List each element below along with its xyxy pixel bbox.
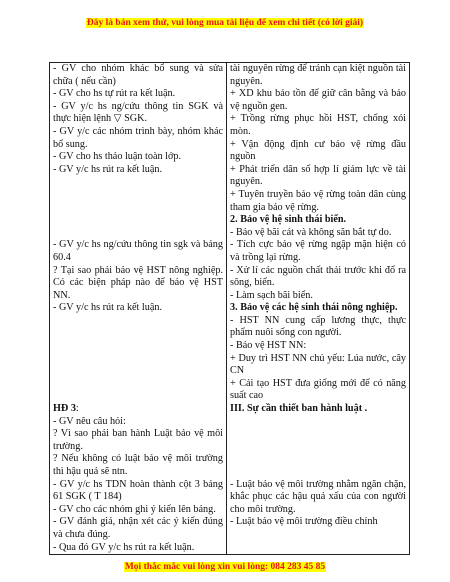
list-item: - GV y/c hs rút ra kết luận.	[53, 302, 163, 314]
list-item: + Duy trì HST NN chủ yếu: Lúa nước, cây CN	[230, 352, 406, 377]
list-item: - Luật bảo vệ môi trường nhằm ngăn chặn, khắc phục các hậu quả xấu của con người cho môi trường.	[230, 478, 406, 515]
list-item: + Vận động định cư bảo vệ rừng đầu nguồn	[230, 138, 406, 163]
list-item: + Cải tạo HST đưa giống mới để có năng suất cao	[230, 377, 406, 402]
list-item: + Phát triển dân số hợp lí giảm lực về tài nguyên.	[230, 163, 406, 188]
activity-3-heading: HĐ 3:	[53, 403, 79, 415]
list-item: - Xử lí các nguồn chất thải trước khi đổ ra sông, biển.	[230, 264, 406, 289]
list-item: - Qua đó GV y/c hs rút ra kết luận.	[53, 541, 195, 553]
section-heading: 3. Bảo vệ các hệ sinh thái nông nghiệp.	[230, 302, 398, 314]
list-item: ? Nếu không có luật bảo vệ môi trường thì hậu quả sẽ ntn.	[53, 453, 223, 477]
list-item: + XD khu bảo tồn để giữ cân bằng và bảo vệ nguồn gen.	[230, 88, 406, 112]
list-item: - Luật bảo vệ môi trường điều chỉnh	[230, 516, 378, 528]
section-heading: 2. Bảo vệ hệ sinh thái biển.	[230, 214, 347, 226]
section-heading: III. Sự cần thiết ban hành luật .	[230, 403, 368, 415]
list-item: - GV cho nhóm khác bổ sung và sửa chữa ( nếu cần)	[53, 63, 223, 87]
list-item: - Làm sạch bãi biển.	[230, 289, 313, 301]
list-item: - GV cho hs tự rút ra kết luận.	[53, 88, 176, 100]
list-item: - GV nêu câu hỏi:	[53, 415, 126, 427]
lesson-table	[49, 62, 410, 555]
list-item: - Tích cực bảo vệ rừng ngập mặn hiện có và trồng lại rừng.	[230, 239, 406, 263]
list-item: - GV y/c hs rút ra kết luận.	[53, 163, 163, 175]
contact-notice-banner: Mọi thắc mắc vui lòng xin vui lòng: 084 283 45 85	[124, 562, 326, 572]
content-column	[227, 63, 410, 555]
list-item: tài nguyên rừng để tránh cạn kiệt nguồn tài nguyên.	[230, 63, 406, 87]
list-item: - GV y/c các nhóm trình bày, nhóm khác bổ sung.	[53, 125, 223, 150]
list-item: ? Vì sao phải ban hành Luật bảo vệ môi trường.	[53, 428, 223, 452]
list-item: + Tuyên truyền bảo vệ rừng toàn dân cùng tham gia bảo vệ rừng.	[230, 188, 406, 213]
list-item: + Trồng rừng phục hồi HST, chống xói mòn.	[230, 113, 406, 137]
list-item: - GV cho các nhóm ghi ý kiến lên bảng.	[53, 503, 216, 515]
list-item: - GV y/c hs TDN hoàn thành cột 3 bảng 61 SGK ( T 184)	[53, 478, 223, 503]
teacher-activities-column	[50, 63, 227, 555]
preview-notice-banner: Đây là bản xem thử, vui lòng mua tài liệu để xem chi tiết (có lời giải)	[86, 18, 364, 28]
list-item: - GV đánh giá, nhận xét các ý kiến đúng và chưa đúng.	[53, 516, 223, 540]
list-item: ? Tại sao phải bảo vệ HST nông nghiệp. Có các biện pháp nào để bảo vệ HST NN.	[53, 264, 223, 301]
list-item: - GV y/c hs ng/cứu thông tin sgk và bảng 60.4	[53, 239, 223, 263]
table-row	[50, 63, 410, 555]
list-item: - Bảo vệ HST NN:	[230, 340, 307, 352]
list-item: - GV cho hs thảo luận toàn lớp.	[53, 151, 181, 163]
list-item: - GV y/c hs ng/cứu thông tin SGK và thực hiện lệnh ▽ SGK.	[53, 100, 223, 125]
list-item: - HST NN cung cấp lương thực, thực phẩm nuôi sống con người.	[230, 314, 406, 339]
list-item: - Bảo vệ bãi cát và không săn bắt tự do.	[230, 226, 392, 238]
